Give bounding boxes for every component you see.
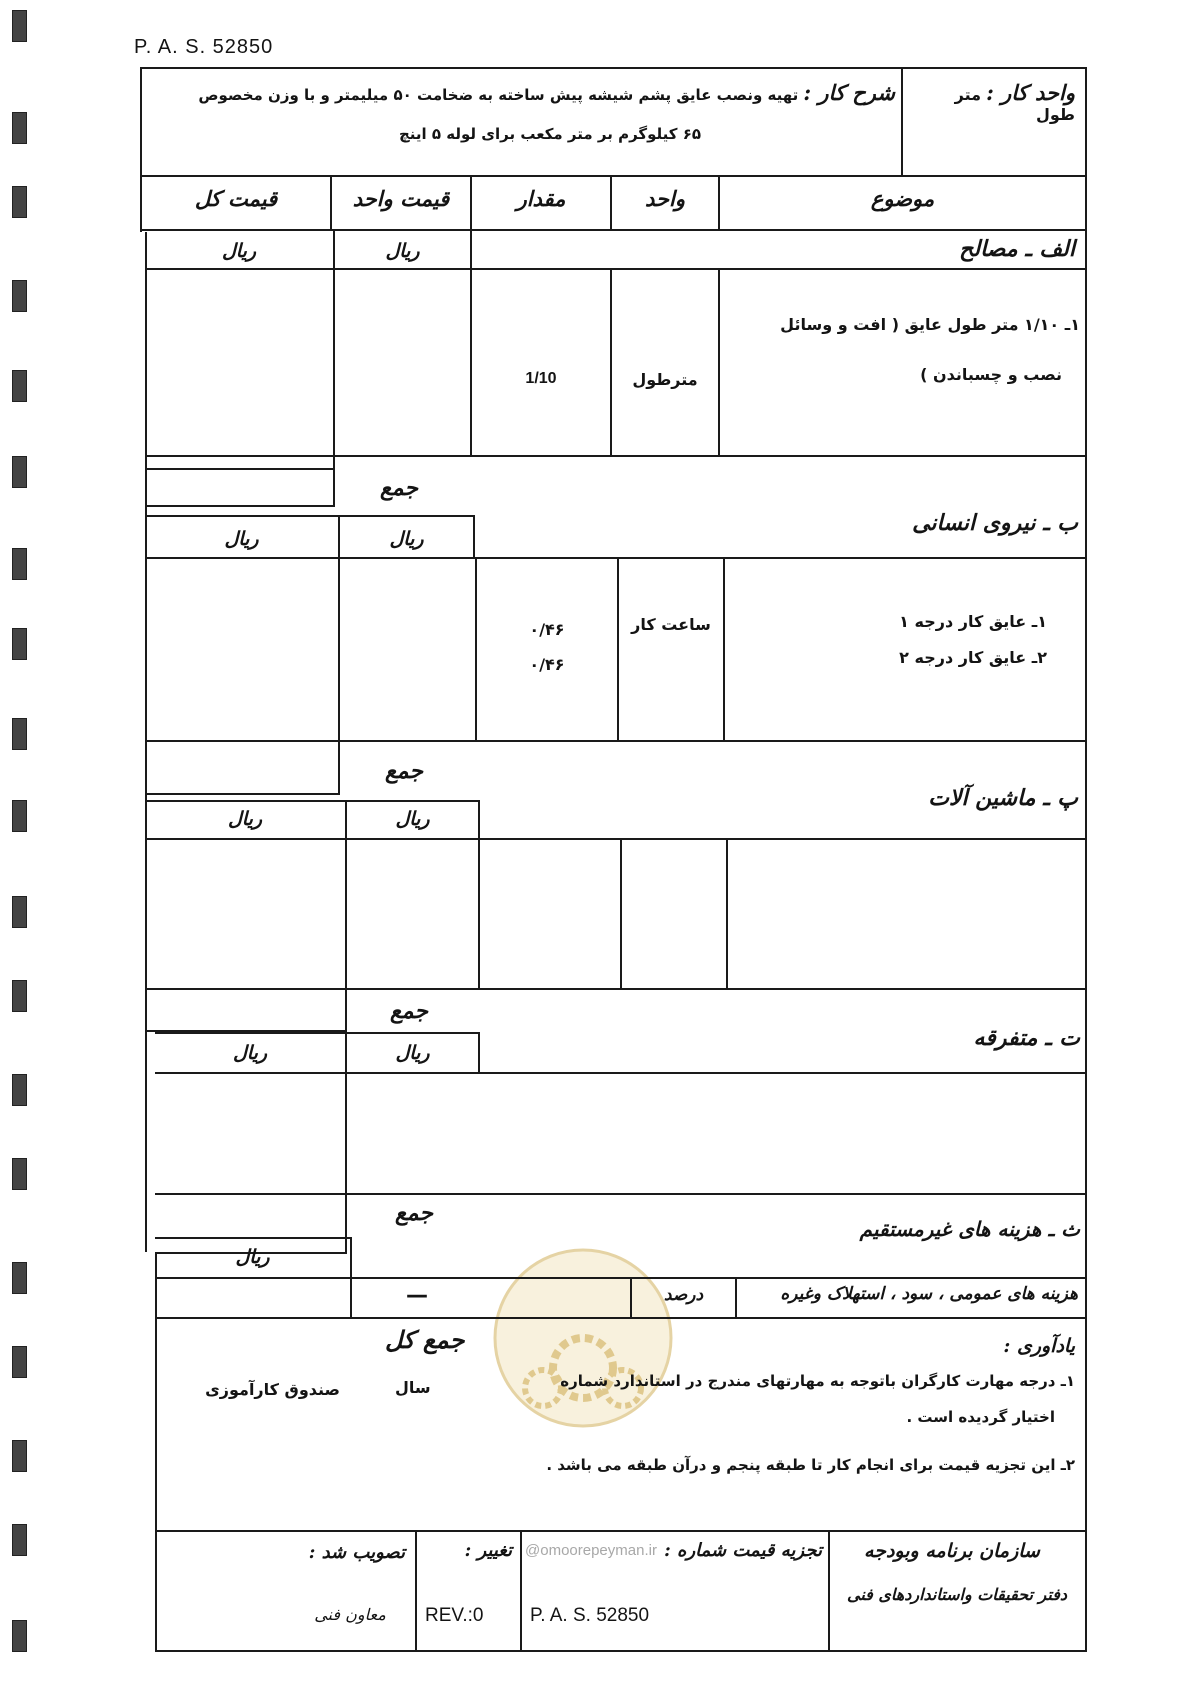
training-fund-label: صندوق کارآموزی xyxy=(205,1380,340,1399)
section-labor-title: ب ـ نیروی انسانی xyxy=(912,510,1078,536)
section-machinery-title: پ ـ ماشین آلات xyxy=(928,785,1078,811)
indirect-costs-dash: — xyxy=(406,1283,428,1308)
grand-total-label: جمع کل xyxy=(385,1325,465,1354)
materials-item-line2: نصب و چسباندن ) xyxy=(920,365,1062,384)
work-description-label: شرح کار : xyxy=(803,80,895,105)
section-misc-title: ت ـ متفرقه xyxy=(973,1025,1080,1051)
sum-label-b: جمع xyxy=(385,758,424,784)
notes-line2: اختیار گردیده است . xyxy=(906,1408,1055,1426)
column-unit: واحد xyxy=(645,186,685,211)
column-subject: موضوع xyxy=(870,186,935,211)
revision-label: تغییر : xyxy=(464,1540,512,1561)
total-price-currency-a: ریال xyxy=(221,240,257,262)
work-description-line1: تهیه ونصب عایق پشم شیشه پیش ساخته به ضخامت ۵۰ میلیمتر و با وزن مخصوص xyxy=(198,86,799,104)
labor-item-2: ۲ـ عایق کار درجه ۲ xyxy=(899,648,1047,667)
unit-price-currency-b: ریال xyxy=(389,528,424,550)
unit-price-currency-c: ریال xyxy=(395,808,430,830)
total-price-currency-b: ریال xyxy=(224,528,259,550)
sum-label-d: جمع xyxy=(395,1200,434,1226)
labor-quantity-2: ۰/۴۶ xyxy=(529,655,565,674)
column-unit-price: قیمت واحد xyxy=(352,186,450,211)
indirect-costs-label: هزینه های عمومی ، سود ، استهلاک وغیره xyxy=(780,1284,1078,1304)
unit-of-work-value: متر طول xyxy=(954,85,1075,124)
labor-unit: ساعت کار xyxy=(631,615,711,634)
indirect-costs-unit: درصد xyxy=(663,1285,704,1305)
section-materials-title: الف ـ مصالح xyxy=(959,236,1075,262)
sum-label-a: جمع xyxy=(380,475,419,501)
materials-item-line1: ۱ـ ۱/۱۰ متر طول عایق ( افت و وسائل xyxy=(780,315,1080,334)
unit-price-currency-d: ریال xyxy=(395,1042,430,1064)
notes-line3: ۲ـ این تجزیه قیمت برای انجام کار تا طبقه پنجم و درآن طبقه می باشد . xyxy=(546,1456,1075,1474)
total-price-currency-e: ریال xyxy=(235,1246,270,1268)
revision-value: REV.:0 xyxy=(425,1605,484,1626)
sum-label-c: جمع xyxy=(390,998,429,1024)
org-office: دفتر تحقیقات واستانداردهای فنی xyxy=(847,1585,1067,1604)
work-description xyxy=(160,80,895,105)
work-description-line2: ۶۵ کیلوگرم بر متر مکعب برای لوله ۵ اینچ xyxy=(398,125,702,143)
analysis-number-label: تجزیه قیمت شماره : xyxy=(664,1540,822,1561)
notes-line1: ۱ـ درجه مهارت کارگران باتوجه به مهارتهای مندرج در استاندارد شماره xyxy=(560,1372,1075,1390)
analysis-number-value: P. A. S. 52850 xyxy=(530,1605,650,1626)
section-indirect-title: ث ـ هزینه های غیرمستقیم xyxy=(859,1217,1080,1241)
column-quantity: مقدار xyxy=(516,186,566,211)
total-price-currency-d: ریال xyxy=(232,1042,268,1064)
unit-of-work xyxy=(915,80,1075,124)
top-document-code: P. A. S. 52850 xyxy=(134,36,274,58)
notes-title: یادآوری : xyxy=(1003,1335,1075,1357)
org-name: سازمان برنامه وبودجه xyxy=(864,1540,1040,1562)
total-price-currency-c: ریال xyxy=(227,808,263,830)
unit-price-currency-a: ریال xyxy=(385,240,420,262)
materials-quantity: 1/10 xyxy=(525,370,557,387)
year-label: سال xyxy=(395,1378,431,1397)
labor-quantity-1: ۰/۴۶ xyxy=(529,620,565,639)
materials-unit: مترطول xyxy=(632,370,698,389)
watermark-url: @omoorepeyman.ir xyxy=(525,1542,657,1559)
labor-item-1: ۱ـ عایق کار درجه ۱ xyxy=(899,612,1047,631)
unit-of-work-label: واحد کار : xyxy=(986,80,1075,105)
watermark-seal xyxy=(488,1238,678,1448)
column-total-price: قیمت کل xyxy=(194,186,278,211)
approver-title: معاون فنی xyxy=(314,1605,386,1624)
approved-label: تصویب شد : xyxy=(308,1542,405,1563)
